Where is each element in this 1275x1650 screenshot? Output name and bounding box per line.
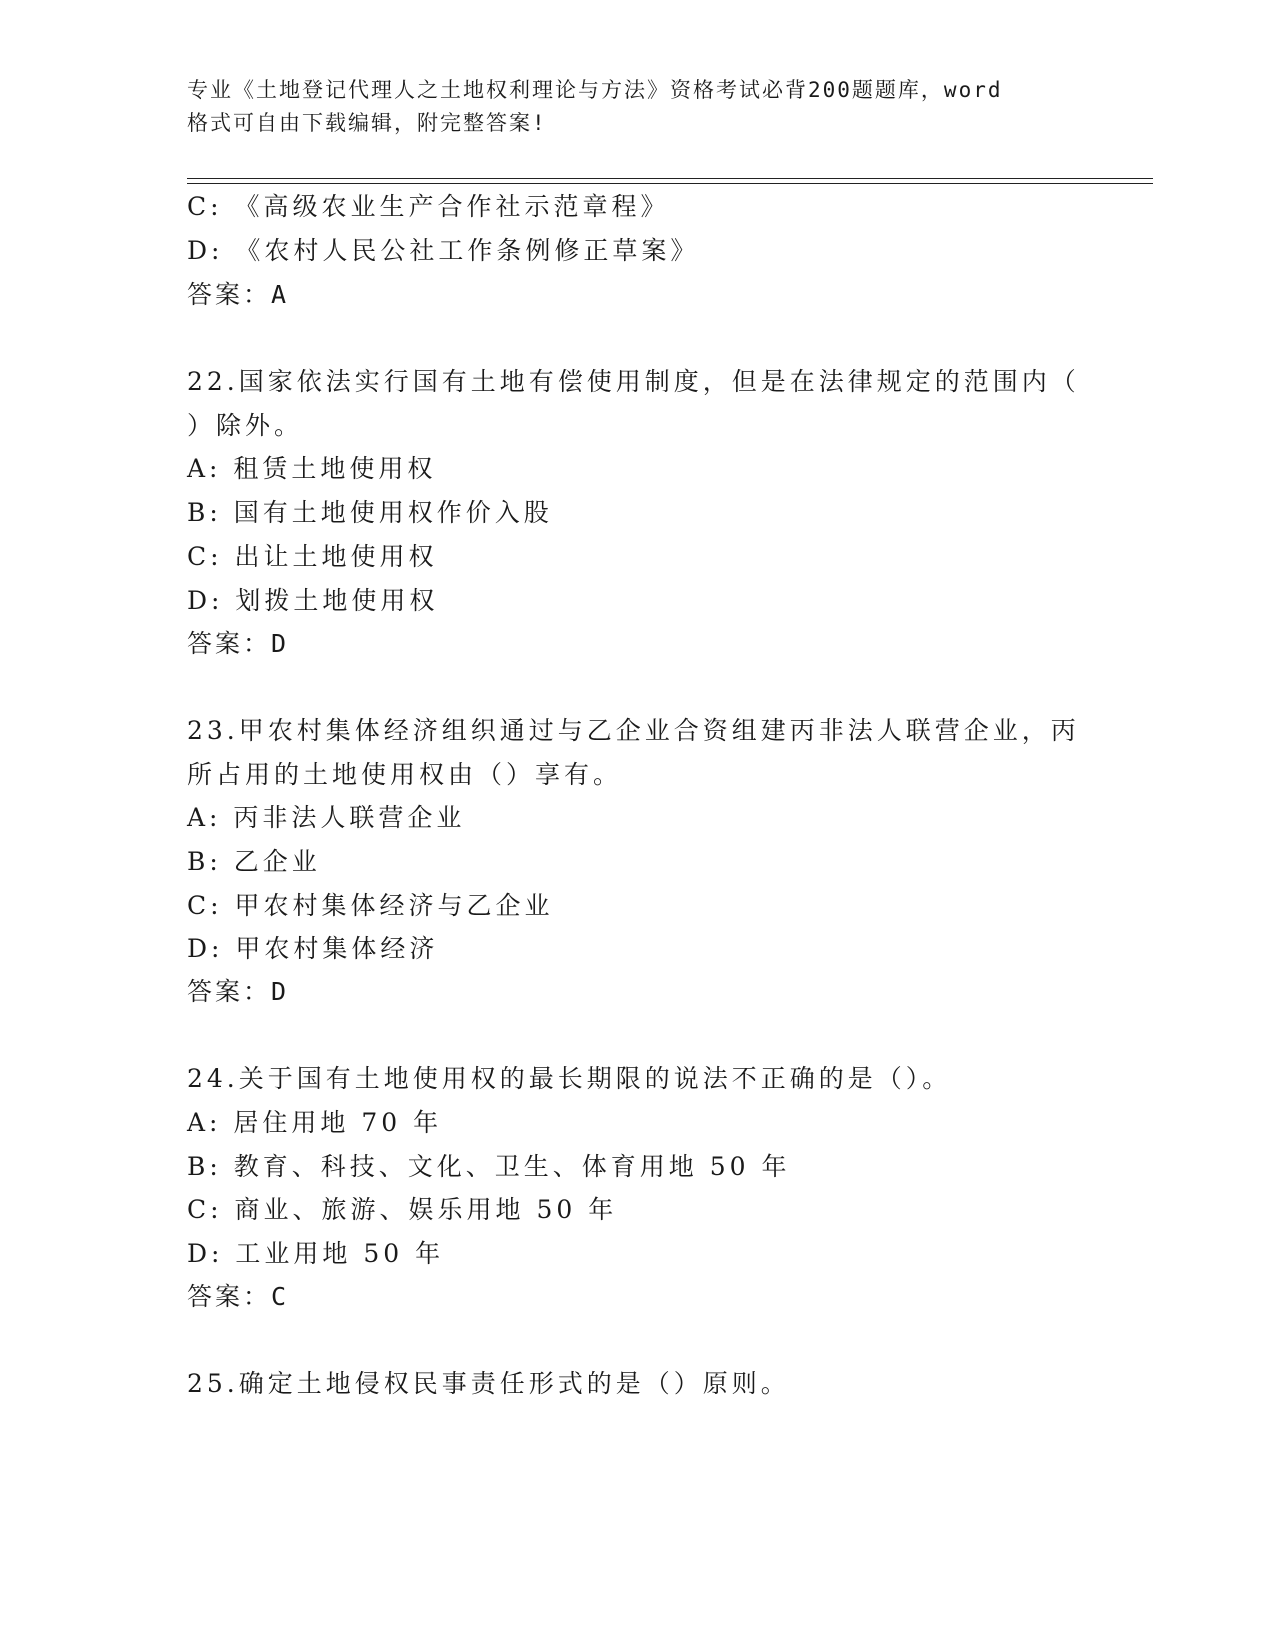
question-23-answer [187, 972, 286, 1008]
question-23-option-c: C: 甲农村集体经济与乙企业 [187, 891, 554, 920]
question-24-option-d: D: 工业用地 50 年 [187, 1239, 445, 1268]
question-23-option-d: D: 甲农村集体经济 [187, 934, 439, 963]
answer-label: 答案： [187, 629, 272, 658]
prev-option-c: C: 《高级农业生产合作社示范章程》 [187, 192, 670, 221]
header-line-2: 格式可自由下载编辑，附完整答案! [187, 111, 547, 135]
prev-option-d: D: 《农村人民公社工作条例修正草案》 [187, 236, 700, 265]
answer-label: 答案： [187, 977, 272, 1006]
question-24-stem: 24.关于国有土地使用权的最长期限的说法不正确的是（）。 [187, 1064, 952, 1093]
question-24-option-c: C: 商业、旅游、娱乐用地 50 年 [187, 1195, 618, 1224]
answer-value: D [271, 977, 287, 1006]
question-25-stem: 25.确定土地侵权民事责任形式的是（）原则。 [187, 1369, 790, 1398]
question-24-answer [187, 1277, 286, 1313]
question-24-option-a: A: 居住用地 70 年 [187, 1108, 443, 1137]
question-22-option-d: D: 划拨土地使用权 [187, 586, 439, 615]
header-divider-bottom [187, 183, 1153, 184]
answer-value: A [271, 280, 287, 309]
answer-label: 答案： [187, 280, 272, 309]
question-23-option-a: A: 丙非法人联营企业 [187, 803, 466, 832]
header-line-1: 专业《土地登记代理人之土地权利理论与方法》资格考试必背200题题库，word [187, 78, 1003, 102]
question-24-option-b: B: 教育、科技、文化、卫生、体育用地 50 年 [187, 1152, 791, 1181]
question-22-stem-line-1: 22.国家依法实行国有土地有偿使用制度，但是在法律规定的范围内（ [187, 367, 1080, 396]
question-22-option-b: B: 国有土地使用权作价入股 [187, 498, 553, 527]
question-22-option-c: C: 出让土地使用权 [187, 542, 438, 571]
answer-label: 答案： [187, 1282, 272, 1311]
question-22-answer [187, 624, 286, 660]
answer-value: D [271, 629, 287, 658]
header-divider-top [187, 178, 1153, 179]
question-23-option-b: B: 乙企业 [187, 847, 321, 876]
answer-value: C [271, 1282, 287, 1311]
question-23-stem-line-1: 23.甲农村集体经济组织通过与乙企业合资组建丙非法人联营企业，丙 [187, 716, 1080, 745]
question-22-option-a: A: 租赁土地使用权 [187, 454, 437, 483]
prev-answer [187, 275, 286, 311]
document-header [187, 74, 1087, 140]
question-23-stem-line-2: 所占用的土地使用权由（）享有。 [187, 760, 623, 789]
question-22-stem-line-2: ）除外。 [187, 411, 304, 440]
